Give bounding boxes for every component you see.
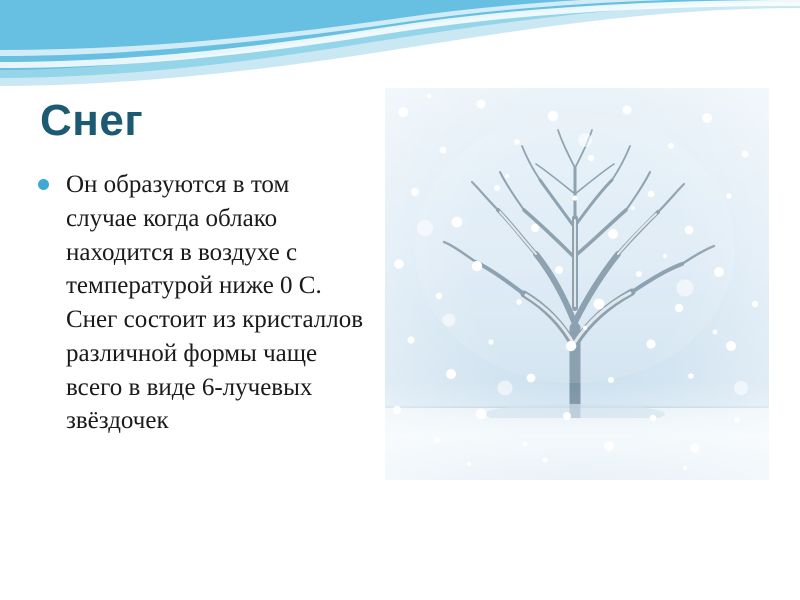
decorative-swoosh — [0, 0, 800, 90]
tree-shape — [412, 98, 742, 418]
photo-scene — [385, 88, 769, 480]
list-item — [34, 168, 364, 438]
list-item-label: Он образуются в том случае когда облако находится в воздухе с температурой ниже 0 С. Снег состоит из кристаллов различной формы чаще всего в виде 6-лучевых звёздочек — [66, 171, 364, 435]
bullet-list — [34, 168, 364, 438]
bullet-icon — [38, 179, 49, 190]
photo-ground — [385, 408, 769, 480]
snowy-tree-photo — [385, 88, 769, 480]
page-title: Снег — [40, 96, 144, 145]
